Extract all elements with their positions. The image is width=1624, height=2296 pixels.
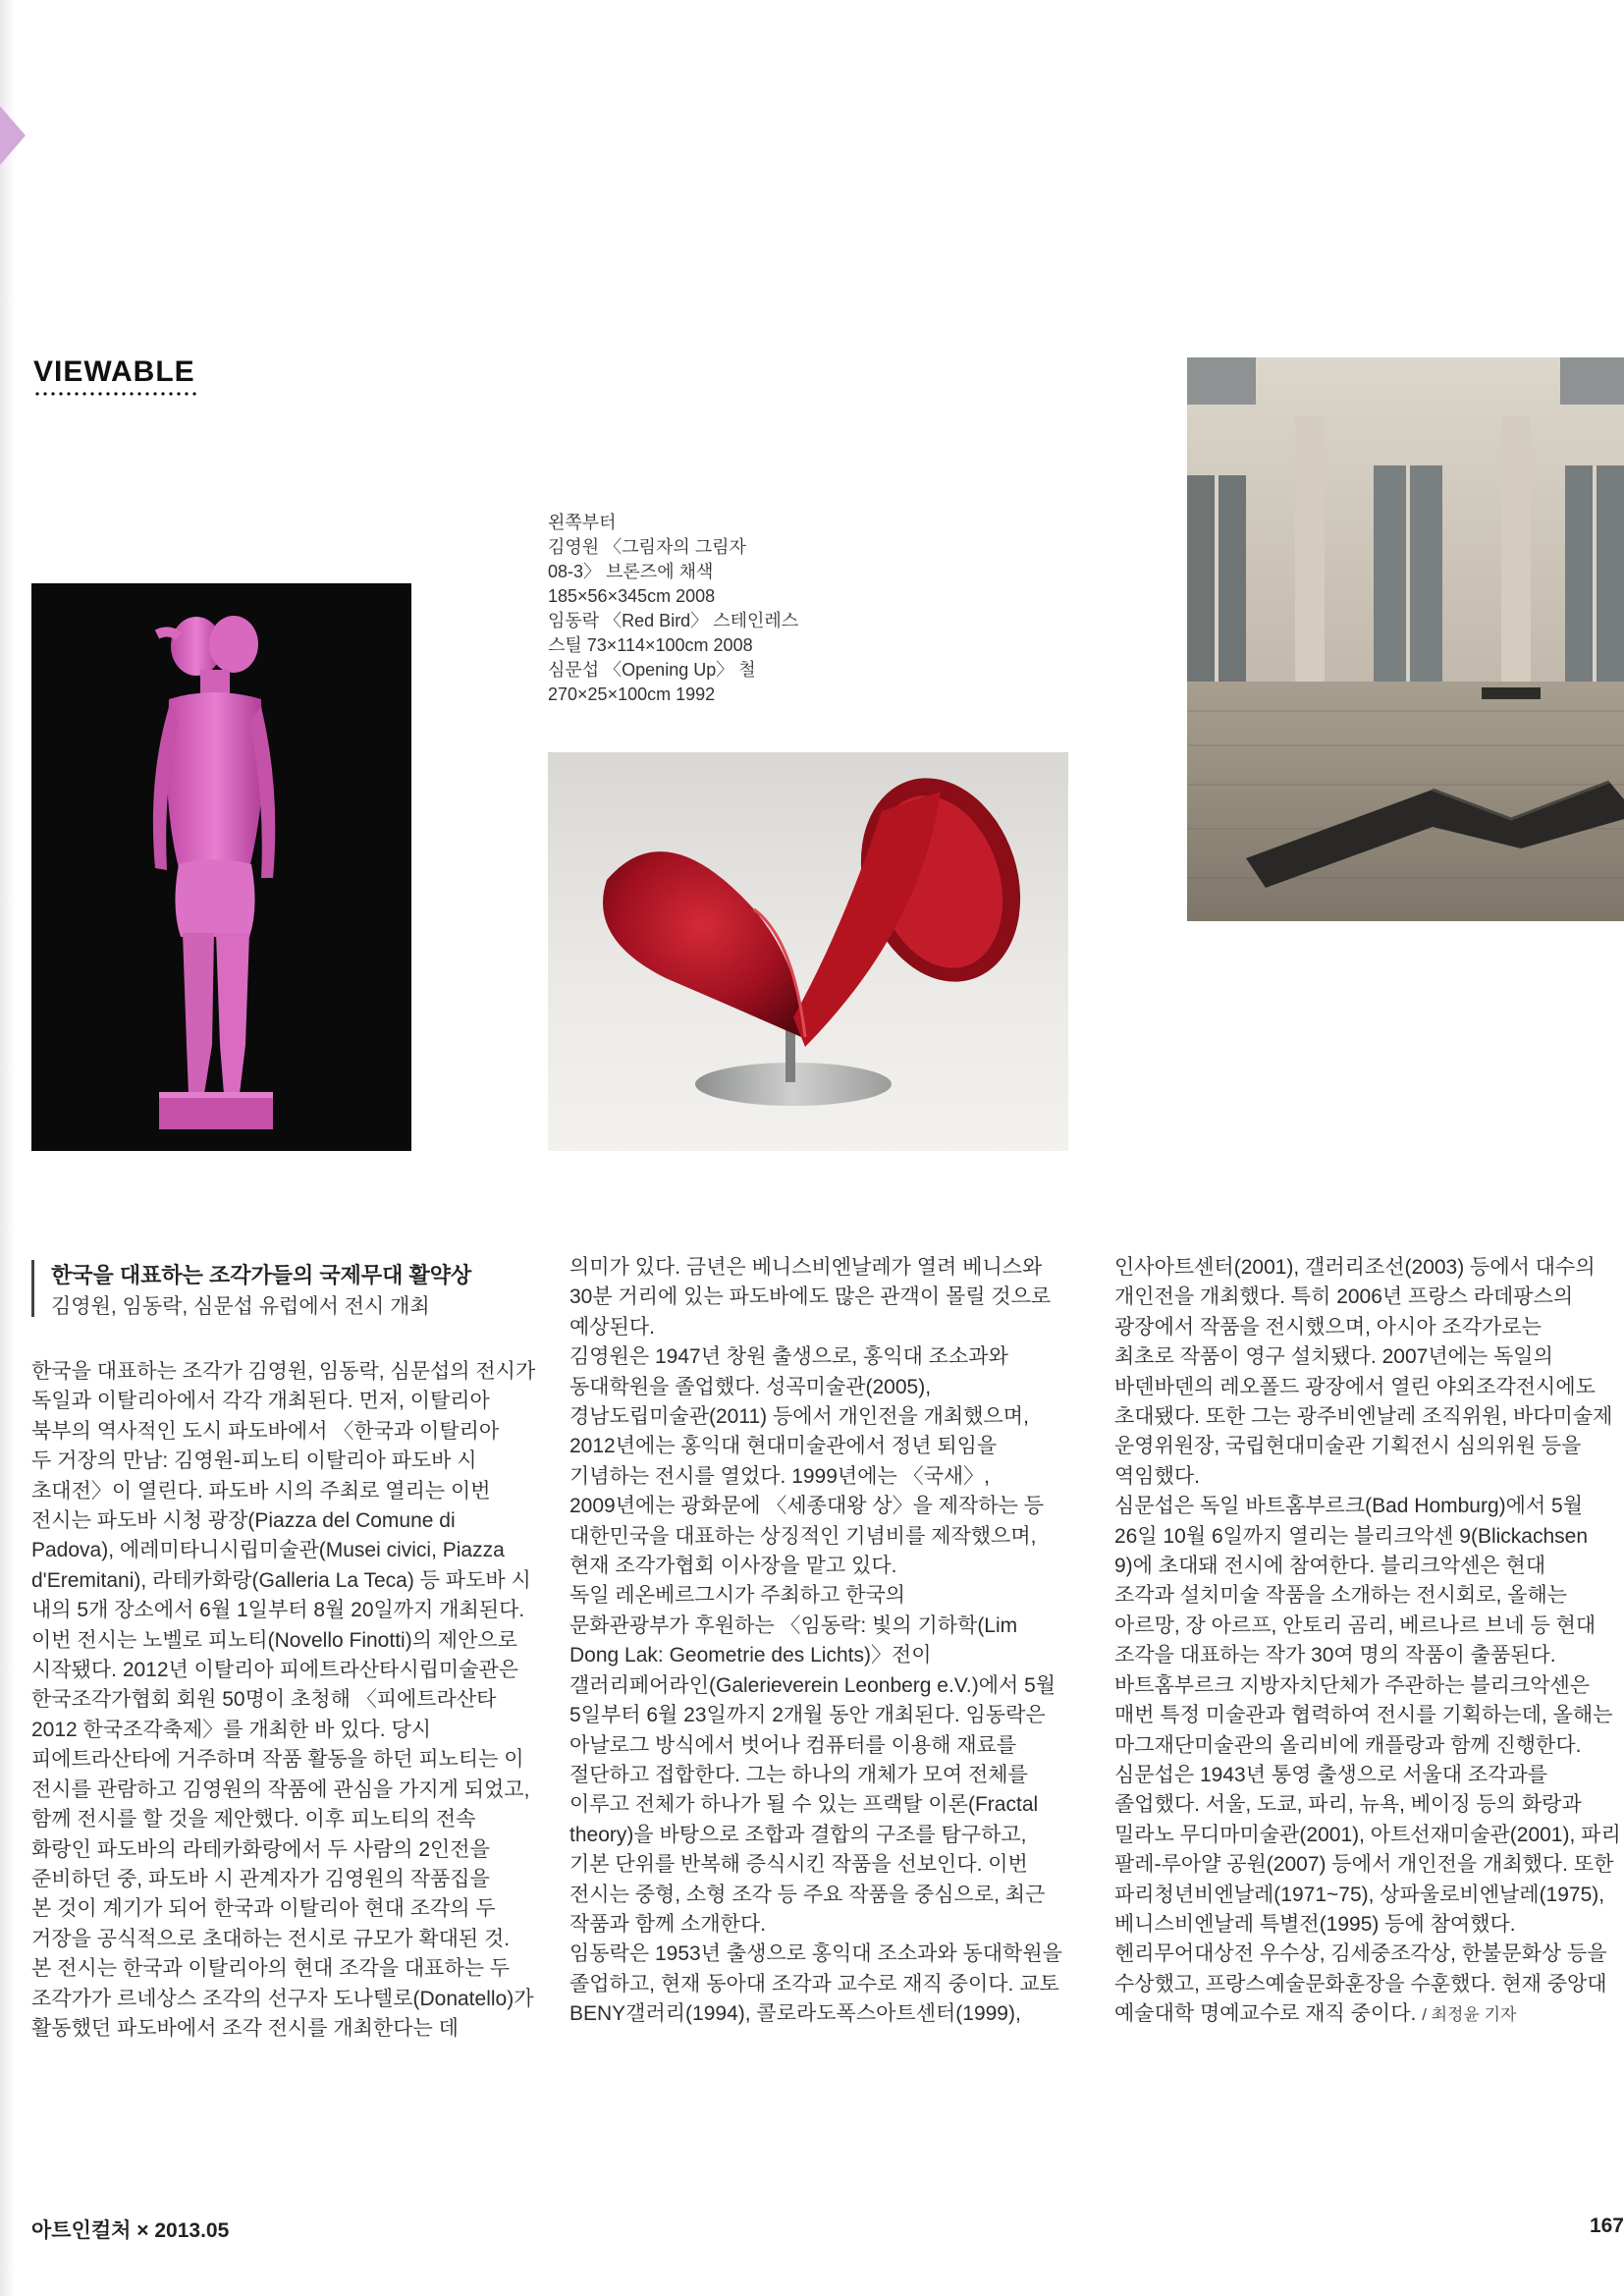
text-line: BENY갤러리(1994), 콜로라도폭스아트센터(1999),: [569, 2002, 1021, 2026]
text-line: 기본 단위를 반복해 증식시킨 작품을 선보인다. 이번: [569, 1853, 1028, 1877]
text-line: 예상된다.: [569, 1315, 655, 1339]
text-line: 인사아트센터(2001), 갤러리조선(2003) 등에서 대수의: [1114, 1256, 1596, 1279]
text-line-content: 예술대학 명예교수로 재직 중이다.: [1114, 2002, 1417, 2026]
text-line: 졸업했다. 서울, 도쿄, 파리, 뉴욕, 베이징 등의 화랑과: [1114, 1793, 1582, 1817]
text-line: 운영위원장, 국립현대미술관 기획전시 심의위원 등을: [1114, 1435, 1582, 1458]
caption-line: 왼쪽부터: [548, 513, 617, 532]
text-line: 아르망, 장 아르프, 안토리 곰리, 베르나르 브네 등 현대: [1114, 1613, 1597, 1637]
text-line: 김영원은 1947년 창원 출생으로, 홍익대 조소과와: [569, 1345, 1008, 1369]
text-line: 이번 전시는 노벨로 피노티(Novello Finotti)의 제안으로: [31, 1628, 517, 1652]
text-line: 한국을 대표하는 조각가 김영원, 임동락, 심문섭의 전시가: [31, 1360, 536, 1383]
text-line: 밀라노 무디마미술관(2001), 아트선재미술관(2001), 파리: [1114, 1823, 1621, 1846]
text-line: Padova), 에레미타니시립미술관(Musei civici, Piazza: [31, 1539, 505, 1562]
text-line: 매번 특정 미술관과 협력하여 전시를 기획하는데, 올해는: [1114, 1704, 1613, 1727]
text-line: 북부의 역사적인 도시 파도바에서 〈한국과 이탈리아: [31, 1419, 500, 1443]
caption-line: 270×25×100cm 1992: [548, 684, 716, 704]
text-line: 2009년에는 광화문에 〈세종대왕 상〉을 제작하는 등: [569, 1495, 1045, 1518]
caption-line: 심문섭 〈Opening Up〉 철: [548, 660, 756, 680]
text-line: 심문섭은 1943년 통영 출생으로 서울대 조각과를: [1114, 1763, 1548, 1786]
text-line: 2012년에는 홍익대 현대미술관에서 정년 퇴임을: [569, 1435, 998, 1458]
text-line: 아날로그 방식에서 벗어나 컴퓨터를 이용해 재료를: [569, 1733, 1017, 1757]
text-line: 베니스비엔날레 특별전(1995) 등에 참여했다.: [1114, 1912, 1516, 1936]
text-line: theory)을 바탕으로 조합과 결합의 구조를 탐구하고,: [569, 1823, 1027, 1846]
text-line: 활동했던 파도바에서 조각 전시를 개최한다는 데: [31, 2016, 459, 2040]
page-edge-shadow: [0, 0, 16, 2296]
section-label-underline: [33, 391, 200, 397]
photo-red-bird-sculpture: [548, 752, 1068, 1151]
text-line: 동대학원을 졸업했다. 성곡미술관(2005),: [569, 1375, 932, 1398]
footer-magazine-issue: 아트인컬처 × 2013.05: [31, 2219, 230, 2242]
text-line: 한국조각가협회 회원 50명이 초청해 〈피에트라산타: [31, 1688, 497, 1712]
text-line: 독일과 이탈리아에서 각각 개최된다. 먼저, 이탈리아: [31, 1390, 490, 1413]
text-line: 심문섭은 독일 바트홈부르크(Bad Homburg)에서 5월: [1114, 1495, 1584, 1518]
text-line: 파리청년비엔날레(1971~75), 상파울로비엔날레(1975),: [1114, 1883, 1605, 1906]
text-line: 30분 거리에 있는 파도바에도 많은 관객이 몰릴 것으로: [569, 1285, 1052, 1309]
text-line: 조각을 대표하는 작가 30여 명의 작품이 출품된다.: [1114, 1644, 1556, 1667]
article-headline: 한국을 대표하는 조각가들의 국제무대 활약상: [51, 1263, 472, 1287]
text-line: 전시는 파도바 시청 광장(Piazza del Comune di: [31, 1509, 456, 1533]
article-column-1: [31, 1357, 542, 2044]
text-line: 시작됐다. 2012년 이탈리아 피에트라산타시립미술관은: [31, 1659, 519, 1682]
text-line-last: [1114, 1999, 1624, 2030]
text-line: 두 거장의 만남: 김영원-피노티 이탈리아 파도바 시: [31, 1449, 477, 1473]
text-line: 광장에서 작품을 전시했으며, 아시아 조각가로는: [1114, 1315, 1542, 1339]
text-line: 경남도립미술관(2011) 등에서 개인전을 개최했으며,: [569, 1405, 1029, 1429]
text-line: 역임했다.: [1114, 1464, 1200, 1488]
text-line: 2012 한국조각축제〉를 개최한 바 있다. 당시: [31, 1718, 432, 1741]
text-line: 함께 전시를 할 것을 제안했다. 이후 피노티의 전속: [31, 1808, 476, 1831]
text-line: 9)에 초대돼 전시에 참여한다. 블리크악센은 현대: [1114, 1555, 1546, 1578]
photo-caption: [548, 511, 842, 707]
text-line: 거장을 공식적으로 초대하는 전시로 규모가 확대된 것.: [31, 1927, 511, 1950]
text-line: 최초로 작품이 영구 설치됐다. 2007년에는 독일의: [1114, 1345, 1553, 1369]
caption-line: 스틸 73×114×100cm 2008: [548, 635, 753, 655]
text-line: 갤러리페어라인(Galerieverein Leonberg e.V.)에서 5월: [569, 1673, 1056, 1697]
text-line: 절단하고 접합한다. 그는 하나의 개체가 모여 전체를: [569, 1763, 1028, 1786]
text-line: 팔레-루아얄 공원(2007) 등에서 개인전을 개최했다. 또한: [1114, 1853, 1614, 1877]
text-line: 기념하는 전시를 열었다. 1999년에는 〈국새〉,: [569, 1464, 991, 1488]
text-line: 5일부터 6월 23일까지 2개월 동안 개최된다. 임동락은: [569, 1704, 1046, 1727]
text-line: 본 것이 계기가 되어 한국과 이탈리아 현대 조각의 두: [31, 1897, 496, 1921]
text-line: 임동락은 1953년 출생으로 홍익대 조소과와 동대학원을: [569, 1942, 1062, 1966]
text-line: 26일 10월 6일까지 열리는 블리크악센 9(Blickachsen: [1114, 1524, 1589, 1548]
corner-triangle-mark: [0, 106, 26, 165]
article-column-3: [1114, 1253, 1624, 2031]
text-line: 마그재단미술관의 올리비에 캐플랑과 함께 진행한다.: [1114, 1733, 1582, 1757]
text-line: 작품과 함께 소개한다.: [569, 1912, 767, 1936]
photo-pink-figure-sculpture: [31, 583, 411, 1151]
text-line: 피에트라산타에 거주하며 작품 활동을 하던 피노티는 이: [31, 1748, 524, 1772]
photo-courtyard-opening-up-sculpture: [1187, 357, 1624, 921]
caption-line: 08-3〉 브론즈에 채색: [548, 562, 714, 581]
caption-line: 185×56×345cm 2008: [548, 586, 716, 606]
text-line: 대한민국을 대표하는 상징적인 기념비를 제작했으며,: [569, 1524, 1037, 1548]
footer-page-number: 167: [1589, 2214, 1624, 2237]
article-subhead: 김영원, 임동락, 심문섭 유럽에서 전시 개최: [51, 1295, 430, 1318]
text-line: 현재 조각가협회 이사장을 맡고 있다.: [569, 1555, 897, 1578]
text-line: 바덴바덴의 레오폴드 광장에서 열린 야외조각전시에도: [1114, 1375, 1596, 1398]
text-line: 전시는 중형, 소형 조각 등 주요 작품을 중심으로, 최근: [569, 1883, 1046, 1906]
text-line: 본 전시는 한국과 이탈리아의 현대 조각을 대표하는 두: [31, 1957, 511, 1981]
text-line: 조각과 설치미술 작품을 소개하는 전시회로, 올해는: [1114, 1584, 1568, 1608]
text-line: Dong Lak: Geometrie des Lichts)〉전이: [569, 1644, 932, 1667]
text-line: 독일 레온베르그시가 주최하고 한국의: [569, 1584, 906, 1608]
text-line: d'Eremitani), 라테카화랑(Galleria La Teca) 등 파도바 시: [31, 1568, 531, 1592]
text-line: 전시를 관람하고 김영원의 작품에 관심을 가지게 되었고,: [31, 1777, 530, 1801]
text-line: 개인전을 개최했다. 특히 2006년 프랑스 라데팡스의: [1114, 1285, 1574, 1309]
text-line: 조각가가 르네상스 조각의 선구자 도나텔로(Donatello)가: [31, 1987, 534, 2010]
text-line: 문화관광부가 후원하는 〈임동락: 빛의 기하학(Lim: [569, 1613, 1018, 1637]
text-line: 졸업하고, 현재 동아대 조각과 교수로 재직 중이다. 교토: [569, 1972, 1059, 1995]
article-byline: / 최정윤 기자: [1422, 2005, 1517, 2025]
text-line: 수상했고, 프랑스예술문화훈장을 수훈했다. 현재 중앙대: [1114, 1972, 1607, 1995]
text-line: 의미가 있다. 금년은 베니스비엔날레가 열려 베니스와: [569, 1256, 1043, 1279]
text-line: 바트홈부르크 지방자치단체가 주관하는 블리크악센은: [1114, 1673, 1591, 1697]
text-line: 초대전〉이 열린다. 파도바 시의 주최로 열리는 이번: [31, 1479, 491, 1503]
text-line: 화랑인 파도바의 라테카화랑에서 두 사람의 2인전을: [31, 1837, 490, 1861]
article-column-2: [569, 1253, 1080, 2030]
section-label: VIEWABLE: [33, 355, 195, 388]
text-line: 준비하던 중, 파도바 시 관계자가 김영원의 작품집을: [31, 1867, 490, 1890]
caption-line: 김영원 〈그림자의 그림자: [548, 537, 746, 557]
caption-line: 임동락 〈Red Bird〉 스테인레스: [548, 611, 799, 630]
text-line: 내의 5개 장소에서 6월 1일부터 8월 20일까지 개최된다.: [31, 1599, 525, 1622]
text-line: 초대됐다. 또한 그는 광주비엔날레 조직위원, 바다미술제: [1114, 1405, 1613, 1429]
text-line: 헨리무어대상전 우수상, 김세중조각상, 한불문화상 등을: [1114, 1942, 1607, 1966]
headline-bar: [31, 1260, 34, 1317]
text-line: 이루고 전체가 하나가 될 수 있는 프랙탈 이론(Fractal: [569, 1793, 1039, 1817]
